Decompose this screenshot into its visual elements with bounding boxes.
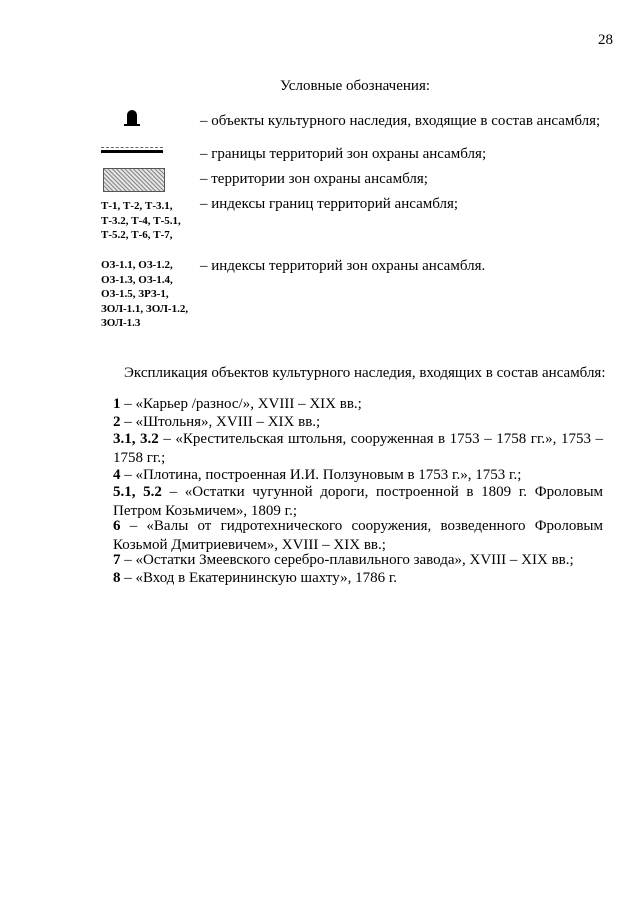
legend-borders-text: – границы территорий зон охраны ансамбля; xyxy=(200,146,487,162)
item-number: 5.1, 5.2 xyxy=(113,484,162,500)
item-number: 8 xyxy=(113,570,121,586)
explication-item xyxy=(113,517,603,555)
explication-item xyxy=(113,569,603,588)
border-index-line: Т-1, Т-2, Т-3.1, xyxy=(101,200,173,212)
legend-zone-indices-text: – индексы территорий зон охраны ансамбля. xyxy=(200,258,486,274)
zone-index-line: ЗОЛ-1.1, ЗОЛ-1.2, xyxy=(101,302,189,315)
zone-index-line: ОЗ-1.1, ОЗ-1.2, xyxy=(101,259,173,271)
item-text: – «Вход в Екатерининскую шахту», 1786 г. xyxy=(120,570,398,586)
page-number: 28 xyxy=(598,32,613,48)
item-number: 2 xyxy=(113,414,121,430)
zone-index-line: ЗОЛ-1.3 xyxy=(101,317,141,329)
legend-border-indices-text: – индексы границ территорий ансамбля; xyxy=(200,196,459,212)
explication-item xyxy=(113,483,603,521)
item-text: – «Валы от гидротехнического сооружения, возведенного Фроловым Козьмой Дмитриевичем», XVIII – XIX вв.; xyxy=(113,518,603,553)
item-text: – «Остатки Змеевского серебро-плавильного завода», XVIII – XIX вв.; xyxy=(120,552,574,568)
item-number: 4 xyxy=(113,467,121,483)
border-line-symbol-icon xyxy=(101,150,163,153)
explication-item xyxy=(113,430,603,468)
legend-zones-text: – территории зон охраны ансамбля; xyxy=(200,171,428,187)
heritage-object-symbol-base xyxy=(124,124,140,126)
item-number: 3.1, 3.2 xyxy=(113,431,159,447)
item-number: 6 xyxy=(113,518,121,534)
item-number: 1 xyxy=(113,396,121,412)
zone-indices-codes xyxy=(101,258,188,331)
legend-objects-text: – объекты культурного наследия, входящие в состав ансамбля; xyxy=(200,113,601,129)
border-index-line: Т-3.2, Т-4, Т-5.1, xyxy=(101,214,181,227)
item-text: – «Штольня», XVIII – XIX вв.; xyxy=(120,414,321,430)
zone-index-line: ОЗ-1.3, ОЗ-1.4, xyxy=(101,273,173,286)
border-index-line: Т-5.2, Т-6, Т-7, xyxy=(101,229,173,241)
border-indices-codes xyxy=(101,199,181,243)
explication-item xyxy=(113,395,603,414)
item-text: – «Крестительская штольня, сооруженная в 1753 – 1758 гг.», 1753 – 1758 гг.; xyxy=(113,431,603,466)
item-text: – «Остатки чугунной дороги, построенной в 1809 г. Фроловым Петром Козьмичем», 1809 г.; xyxy=(113,484,604,519)
item-text: – «Плотина, построенная И.И. Ползуновым в 1753 г.», 1753 г.; xyxy=(120,467,522,483)
legend-title: Условные обозначения: xyxy=(279,78,431,94)
explication-item xyxy=(113,551,603,570)
heritage-object-symbol-icon xyxy=(127,110,137,124)
explication-title: Экспликация объектов культурного наследия, входящих в состав ансамбля: xyxy=(124,365,606,381)
zone-index-line: ОЗ-1.5, ЗРЗ-1, xyxy=(101,288,169,300)
zone-hatch-symbol-icon xyxy=(103,168,165,192)
item-number: 7 xyxy=(113,552,121,568)
item-text: – «Карьер /разнос/», XVIII – XIX вв.; xyxy=(120,396,362,412)
border-line-dash-symbol xyxy=(101,147,163,148)
